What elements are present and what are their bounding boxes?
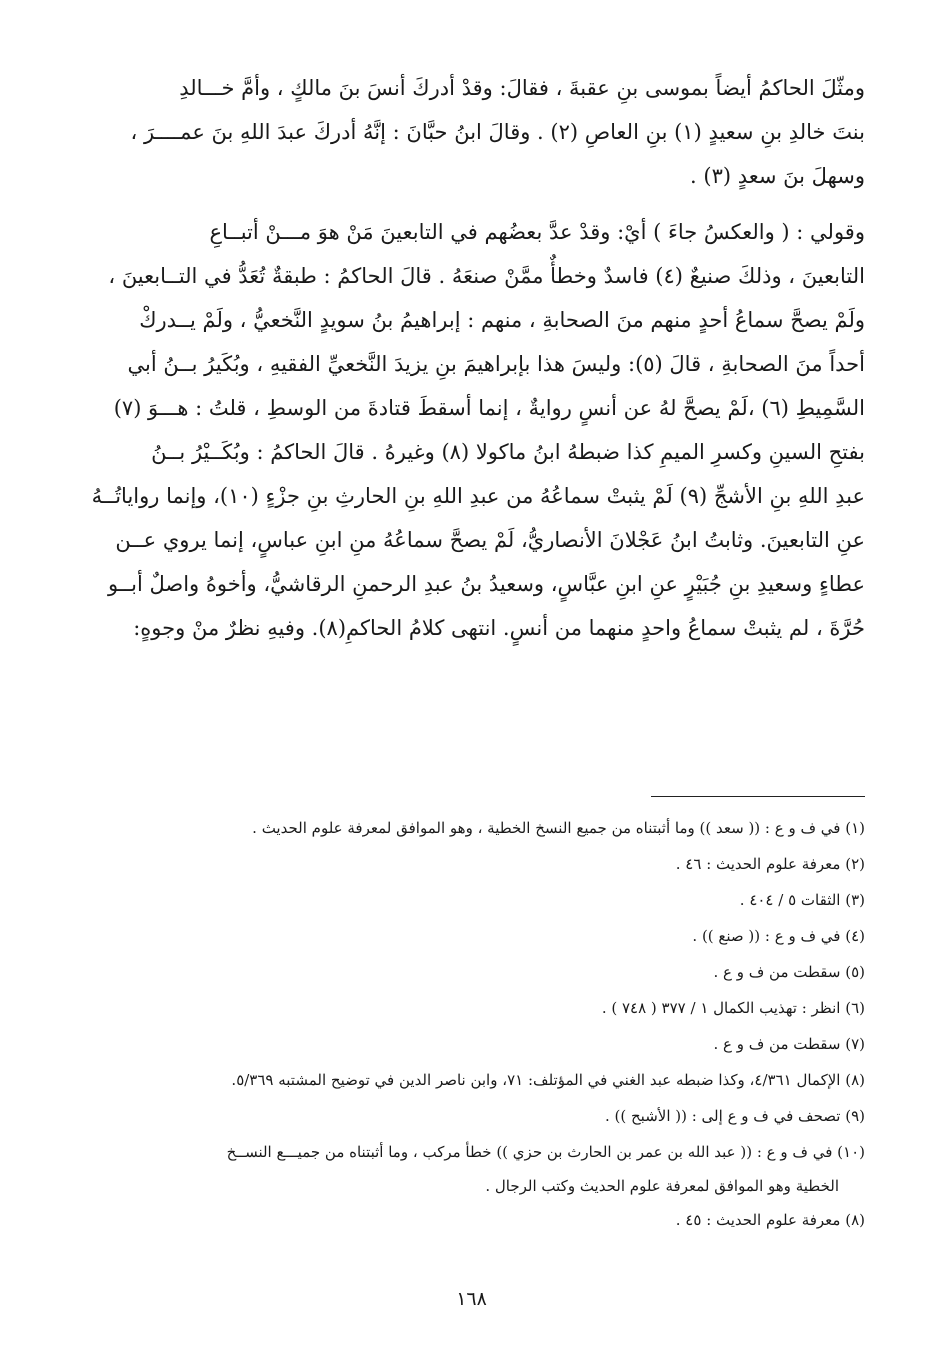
- footnote-divider: [651, 796, 865, 797]
- footnote: (٨) الإكمال ٤/٣٦١، وكذا ضبطه عبد الغني في المؤتلف: ٧١، وابن ناصر الدين في توضيح المشتبه ٥/٣٦٩.: [231, 1071, 865, 1089]
- body-line: بفتحِ السينِ وكسرِ الميمِ كذا ضبطهُ ابنُ ماكولا (٨) وغيرهُ . قالَ الحاكمُ : وبُكَــيْرُ بــنُ: [151, 440, 865, 464]
- footnote: (٢) معرفة علوم الحديث : ٤٦ .: [675, 855, 865, 873]
- body-line: السَّمِيطِ (٦) ،لَمْ يصحَّ لهُ عن أنسٍ روايةٌ ، إنما أسقطَ قتادةَ من الوسطِ ، قلتُ : هـــوَ (٧): [113, 396, 865, 420]
- footnote: (٦) انظر : تهذيب الكمال ١ / ٣٧٧ ( ٧٤٨ ) .: [601, 999, 865, 1017]
- body-line: حُرَّةَ ، لم يثبتْ سماعُ واحدٍ منهما من أنسٍ. انتهى كلامُ الحاكمِ(٨). وفيهِ نظرٌ منْ وجوهٍ:: [133, 616, 865, 640]
- footnote: (١٠) في ف و ع : (( عبد الله بن عمر بن الحارث بن حزي )) خطأ مركب ، وما أثبتناه من جميـــع النســخ: [226, 1143, 865, 1161]
- body-line: التابعينَ ، وذلكَ صنيعٌ (٤) فاسدٌ وخطأٌ ممَّنْ صنعَهُ . قالَ الحاكمُ : طبقةٌ تُعَدُّ في التــابعينَ ،: [108, 264, 865, 288]
- footnote: (٩) تصحف في ف و ع إلى : (( الأشبح )) .: [604, 1107, 865, 1125]
- footnote: (١) في ف و ع : (( سعد )) وما أثبتناه من جميع النسخ الخطية ، وهو الموافق لمعرفة علوم الحديث .: [252, 819, 865, 837]
- footnote: (٥) سقطت من ف و ع .: [713, 963, 865, 981]
- body-line: وسهلَ بنَ سعدٍ (٣) .: [690, 164, 865, 188]
- body-line: عطاءٍ وسعيدِ بنِ جُبَيْرٍ عنِ ابنِ عبَّاسٍ، وسعيدُ بنُ عبدِ الرحمنِ الرقاشيُّ، وأخوهُ واصلٌ أبــو: [107, 572, 865, 596]
- main-text: [75, 66, 865, 650]
- body-line: عنِ التابعينَ. وثابتُ ابنُ عَجْلانَ الأنصاريُّ، لَمْ يصحَّ سماعُهُ منِ ابنِ عباسٍ، إنما يروي عــن: [115, 528, 865, 552]
- page-number: ١٦٨: [456, 1288, 487, 1310]
- footnote: (٣) الثقات ٥ / ٤٠٤ .: [739, 891, 865, 909]
- footnote: (٨) معرفة علوم الحديث : ٤٥ .: [675, 1211, 865, 1229]
- footnote: (٧) سقطت من ف و ع .: [713, 1035, 865, 1053]
- footnotes: [75, 810, 865, 1238]
- footnote: (٤) في ف و ع : (( صنع )) .: [692, 927, 865, 945]
- body-line: وقولي : ( والعكسُ جاءَ ) أيْ: وقدْ عدَّ بعضُهم في التابعينَ مَنْ هوَ مـــنْ أتبــاعِ: [209, 220, 865, 244]
- body-line: ولَمْ يصحَّ سماعُ أحدٍ منهم منَ الصحابةِ ، منهم : إبراهيمُ بنُ سويدٍ النَّخعيُّ ، ولَمْ يــدركْ: [139, 308, 865, 332]
- body-line: ومثّلَ الحاكمُ أيضاً بموسى بنِ عقبةَ ، فقالَ: وقدْ أدركَ أنسَ بنَ مالكٍ ، وأمَّ خـــالدِ: [179, 76, 865, 100]
- body-line: عبدِ اللهِ بنِ الأشجِّ (٩) لَمْ يثبتْ سماعُهُ من عبدِ اللهِ بنِ الحارثِ بنِ جزْءٍ (١٠)، وإنما رواياتُــهُ: [91, 484, 865, 508]
- body-line: بنتَ خالدِ بنِ سعيدٍ (١) بنِ العاصِ (٢) . وقالَ ابنُ حبَّانَ : إنَّهُ أدركَ عبدَ اللهِ بنَ عمــــرَ ،: [130, 120, 865, 144]
- footnote-continuation: الخطية وهو الموافق لمعرفة علوم الحديث وكتب الرجال .: [485, 1177, 839, 1195]
- body-line: أحداً منَ الصحابةِ ، قالَ (٥): وليسَ هذا بإبراهيمَ بنِ يزيدَ النَّخعيِّ الفقيهِ ، وبُكَيرُ بــنُ أبي: [127, 352, 865, 376]
